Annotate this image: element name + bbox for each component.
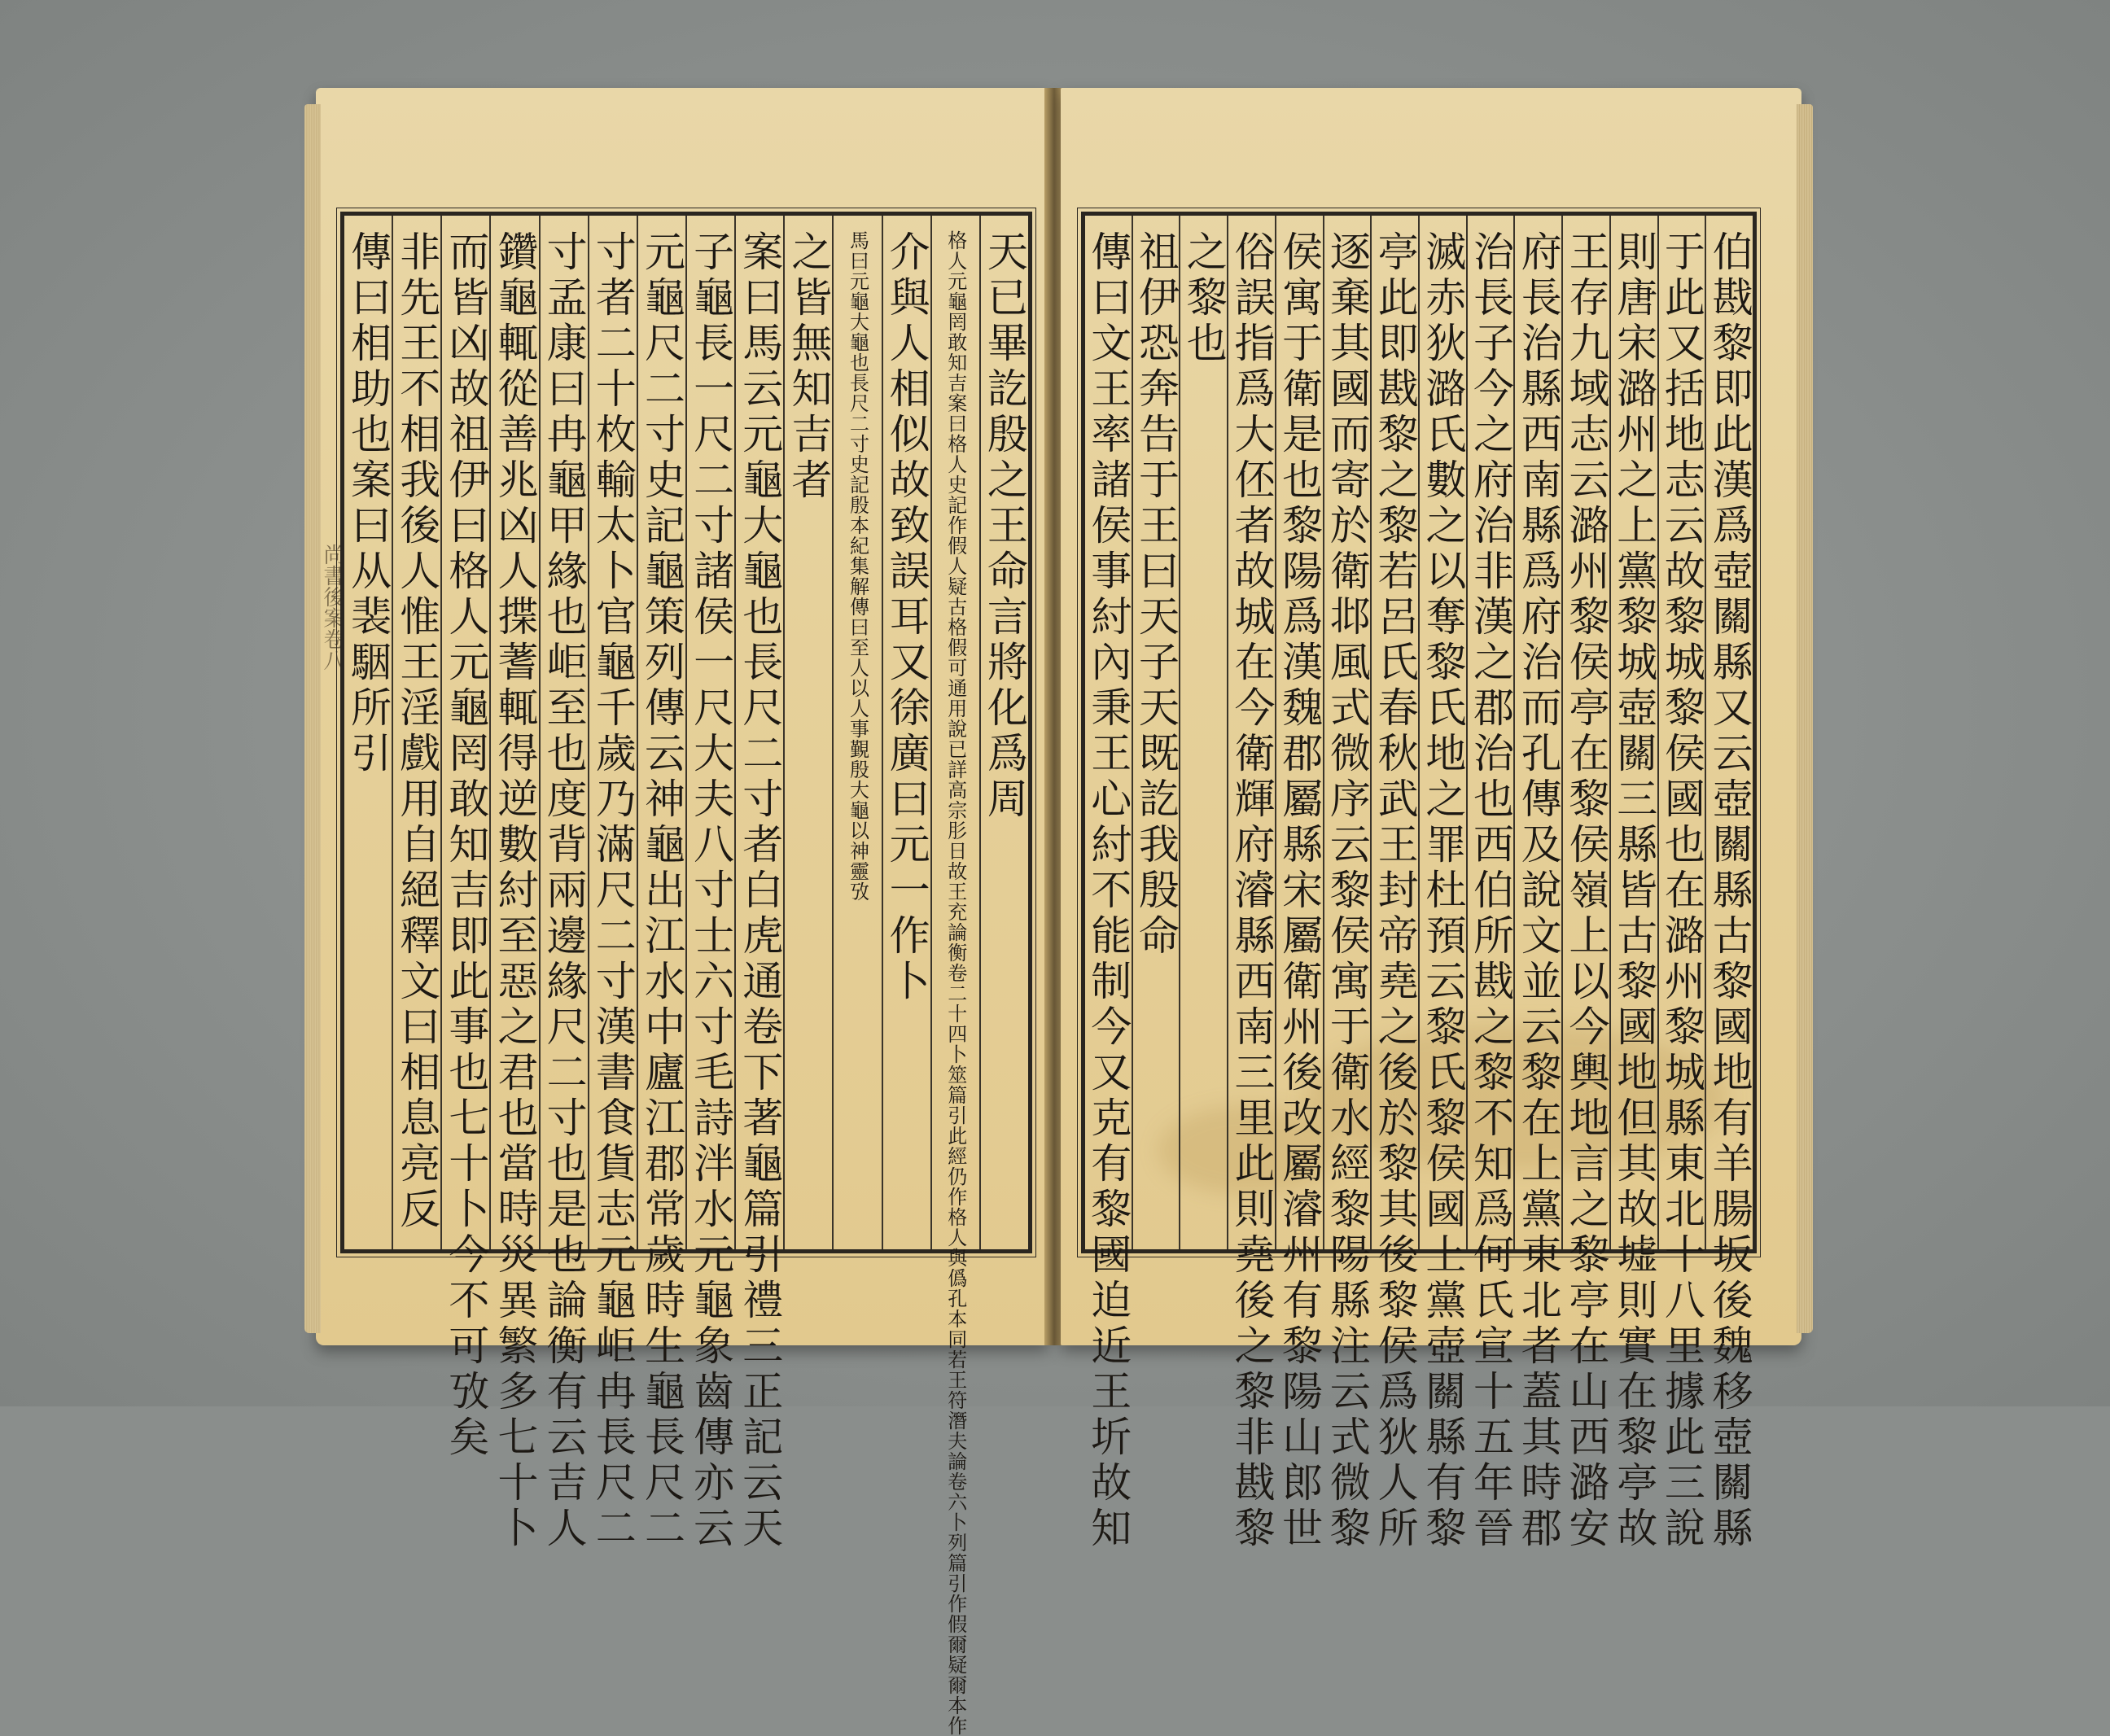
text-column <box>1132 216 1180 1249</box>
text-column <box>637 216 685 1552</box>
text-column <box>1705 216 1753 1552</box>
column-text: 俗誤指爲大伾者故城在今衛輝府濬縣西南三里此則堯後之黎非戡黎 <box>1228 230 1276 1552</box>
text-column <box>979 216 1028 1249</box>
text-column <box>1513 216 1562 1552</box>
column-text: 于此又括地志云故黎城黎侯國也在潞州黎城縣東北十八里據此三說 <box>1657 230 1705 1552</box>
text-column <box>392 216 440 1249</box>
text-column <box>440 216 490 1461</box>
column-text: 而皆凶故祖伊曰格人元龜罔敢知吉即此事也七十卜今不可攷矣 <box>442 230 490 1461</box>
column-text: 府長治縣西南縣爲府治而孔傳及說文並云黎在上黨東北者蓋其時郡 <box>1514 230 1562 1552</box>
text-column <box>1657 216 1705 1552</box>
column-text: 侯寓于衛是也黎陽爲漢魏郡屬縣宋屬衛州後改屬濬州有黎陽山郎世 <box>1276 230 1324 1552</box>
text-column <box>1561 216 1610 1552</box>
column-text: 祖伊恐奔告于王曰天子天既訖我殷命 <box>1132 230 1180 960</box>
text-column <box>344 216 392 1249</box>
text-column <box>1418 216 1467 1552</box>
column-text: 治長子今之府治非漢之郡治也西伯所戡之黎不知爲何氏宣十五年晉 <box>1467 230 1515 1552</box>
column-text: 則唐宋潞州之上黨黎城壺關三縣皆古黎國地但其故墟則實在黎亭故 <box>1610 230 1658 1552</box>
column-text: 介與人相似故致誤耳又徐廣曰元一作卜 <box>882 230 930 1005</box>
column-text: 鑽龜輒從善兆凶人揲蓍輒得逆數紂至惡之君也當時災異繁多七十卜 <box>491 230 539 1552</box>
text-column <box>734 216 784 1552</box>
column-text: 馬曰元龜大龜也長尺二寸史記殷本紀集解傳曰至人以人事覲殷大龜以神靈攷 <box>846 230 869 902</box>
column-text: 非先王不相我後人惟王淫戲用自絕釋文曰相息亮反 <box>393 230 441 1233</box>
column-text: 格人元龜罔敢知吉案曰格人史記作假人疑古格假可通用說已詳高宗肜日故王充論衡卷二十四卜筮篇引此經仍作格人與僞孔本同若王符潛夫論卷六卜列篇引作假爾疑爾本作 <box>943 230 967 1736</box>
text-column <box>588 216 637 1552</box>
text-column <box>1370 216 1419 1552</box>
right-page-edges <box>1797 104 1813 1333</box>
column-text: 傳曰相助也案曰从裴駰所引 <box>344 230 392 777</box>
text-column <box>1084 216 1132 1552</box>
left-page-edges <box>304 104 321 1333</box>
column-text: 元龜尺二寸史記龜策列傳云神龜出江水中廬江郡常歲時生龜長尺二 <box>637 230 685 1552</box>
right-page <box>1061 88 1801 1552</box>
text-column <box>1609 216 1658 1552</box>
column-text: 王存九域志云潞州黎侯亭在黎侯嶺上以今輿地言之黎亭在山西潞安 <box>1562 230 1610 1552</box>
text-column <box>685 216 735 1552</box>
column-text: 逐棄其國而寄於衛邶風式微序云黎侯寓于衛水經黎陽縣注云式微黎 <box>1323 230 1371 1552</box>
column-text: 傳曰文王率諸侯事紂內秉王心紂不能制今又克有黎國迫近王圻故知 <box>1084 230 1132 1552</box>
text-column <box>1275 216 1324 1552</box>
column-text: 天已畢訖殷之王命言將化爲周 <box>980 230 1028 823</box>
column-text: 伯戡黎即此漢爲壺關縣又云壺關縣古黎國地有羊腸坂後魏移壺關縣 <box>1705 230 1753 1552</box>
text-column <box>539 216 588 1552</box>
right-text-frame <box>1081 212 1757 1552</box>
text-column <box>832 216 881 1249</box>
text-column <box>882 216 930 1249</box>
column-text: 子龜長一尺二寸諸侯一尺大夫八寸士六寸毛詩泮水元龜象齒傳亦云 <box>687 230 735 1552</box>
right-columns <box>1084 216 1753 1552</box>
text-column <box>1323 216 1371 1552</box>
column-text: 之黎也 <box>1180 230 1228 367</box>
column-text: 之皆無知吉者 <box>785 230 833 504</box>
left-page <box>316 88 1048 1736</box>
text-column <box>783 216 832 1249</box>
open-book <box>316 88 1801 1736</box>
margin-title: 尚書後案卷八 <box>320 544 344 671</box>
text-column <box>1227 216 1276 1552</box>
left-columns <box>344 216 1028 1736</box>
column-text: 寸者二十枚輸太卜官龜千歲乃滿尺二寸漢書食貨志元龜岠冉長尺二 <box>589 230 637 1552</box>
text-column <box>1179 216 1227 1249</box>
text-column <box>1466 216 1515 1552</box>
column-text: 滅赤狄潞氏數之以奪黎氏地之罪杜預云黎氏黎侯國上黨壺關縣有黎 <box>1419 230 1467 1552</box>
text-column <box>489 216 539 1552</box>
left-text-frame <box>340 212 1032 1736</box>
column-text: 案曰馬云元龜大龜也長尺二寸者白虎通卷下著龜篇引禮三正記云天 <box>736 230 784 1552</box>
column-text: 寸孟康曰冉龜甲緣也岠至也度背兩邊緣尺二寸也是也論衡有云吉人 <box>540 230 588 1552</box>
text-column <box>930 216 979 1736</box>
column-text: 亭此即戡黎之黎若呂氏春秋武王封帝堯之後於黎其後黎侯爲狄人所 <box>1371 230 1419 1552</box>
